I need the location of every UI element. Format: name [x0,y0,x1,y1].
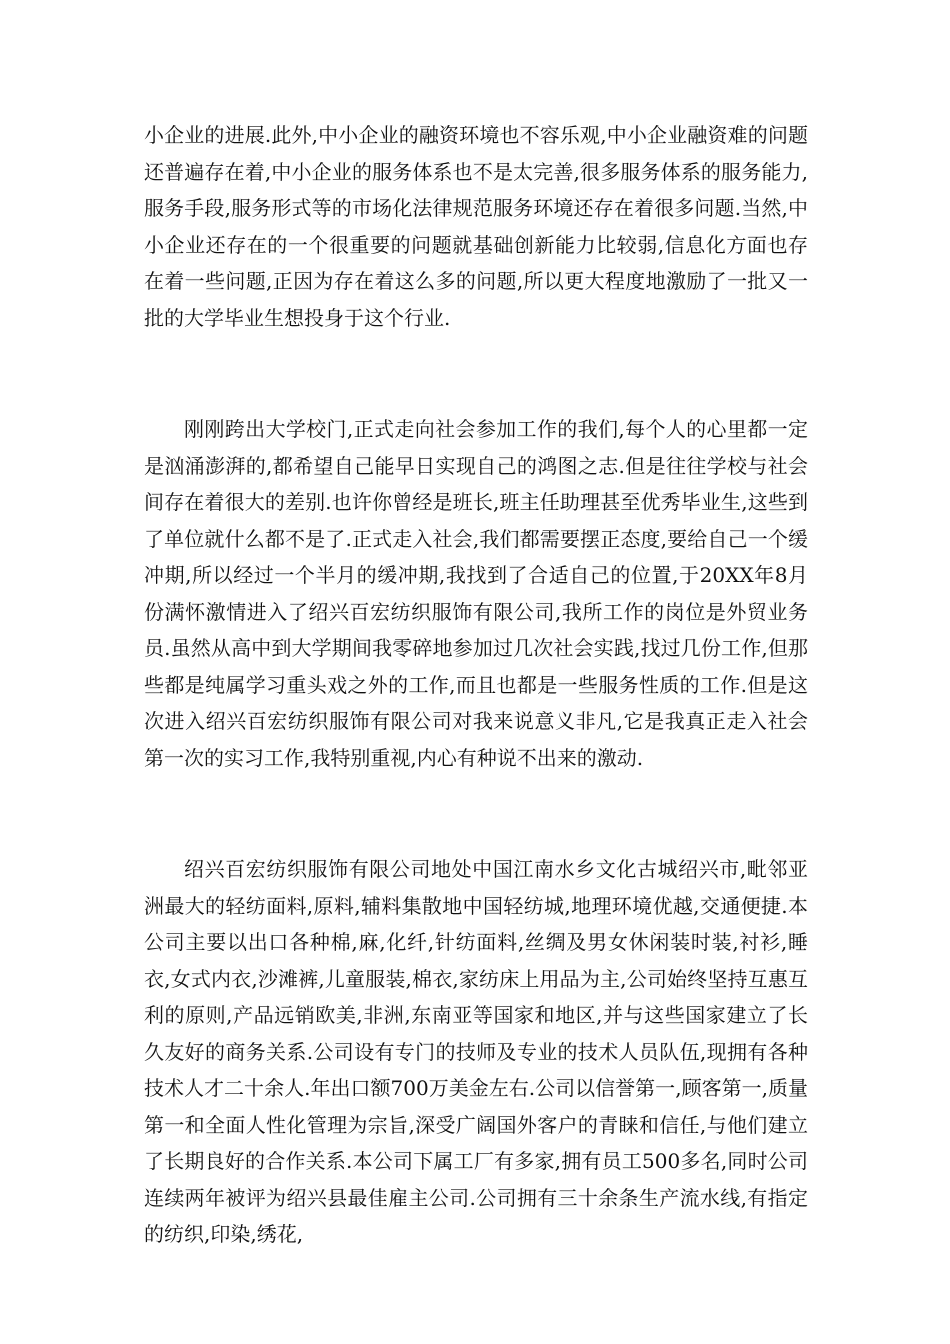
paragraph-spacer [144,776,808,851]
paragraph-2: 刚刚跨出大学校门,正式走向社会参加工作的我们,每个人的心里都一定是汹涌澎湃的,都希望自己能早日实现自己的鸿图之志.但是往往学校与社会间存在着很大的差别.也许你曾经是班长,班主任助理甚至优秀毕业生,这些到了单位就什么都不是了.正式走入社会,我们都需要摆正态度,要给自己一个缓冲期,所以经过一个半月的缓冲期,我找到了合适自己的位置,于20XX年8月份满怀激情进入了绍兴百宏纺织服饰有限公司,我所工作的岗位是外贸业务员.虽然从高中到大学期间我零碎地参加过几次社会实践,找过几份工作,但那些都是纯属学习重头戏之外的工作,而且也都是一些服务性质的工作.但是这次进入绍兴百宏纺织服饰有限公司对我来说意义非凡,它是我真正走入社会第一次的实习工作,我特别重视,内心有种说不出来的激动. [144,417,808,770]
paragraph-3: 绍兴百宏纺织服饰有限公司地处中国江南水乡文化古城绍兴市,毗邻亚洲最大的轻纺面料,原料,辅料集散地中国轻纺城,地理环境优越,交通便捷.本公司主要以出口各种棉,麻,化纤,针纺面料,丝绸及男女休闲装时装,衬衫,睡衣,女式内衣,沙滩裤,儿童服装,棉衣,家纺床上用品为主,公司始终坚持互惠互利的原则,产品远销欧美,非洲,东南亚等国家和地区,并与这些国家建立了长久友好的商务关系.公司设有专门的技师及专业的技术人员队伍,现拥有各种技术人才二十余人.年出口额700万美金左右.公司以信誉第一,顾客第一,质量第一和全面人性化管理为宗旨,深受广阔国外客户的青睐和信任,与他们建立了长期良好的合作关系.本公司下属工厂有多家,拥有员工500多名,同时公司连续两年被评为绍兴县最佳雇主公司.公司拥有三十余条生产流水线,有指定的纺织,印染,绣花, [144,857,808,1246]
paragraph-spacer [144,336,808,411]
document-body [144,117,808,1253]
paragraph-1: 小企业的进展.此外,中小企业的融资环境也不容乐观,中小企业融资难的问题还普遍存在着,中小企业的服务体系也不是太完善,很多服务体系的服务能力,服务手段,服务形式等的市场化法律规范服务环境还存在着很多问题.当然,中小企业还存在的一个很重要的问题就基础创新能力比较弱,信息化方面也存在着一些问题,正因为存在着这么多的问题,所以更大程度地激励了一批又一批的大学毕业生想投身于这个行业. [144,123,808,330]
